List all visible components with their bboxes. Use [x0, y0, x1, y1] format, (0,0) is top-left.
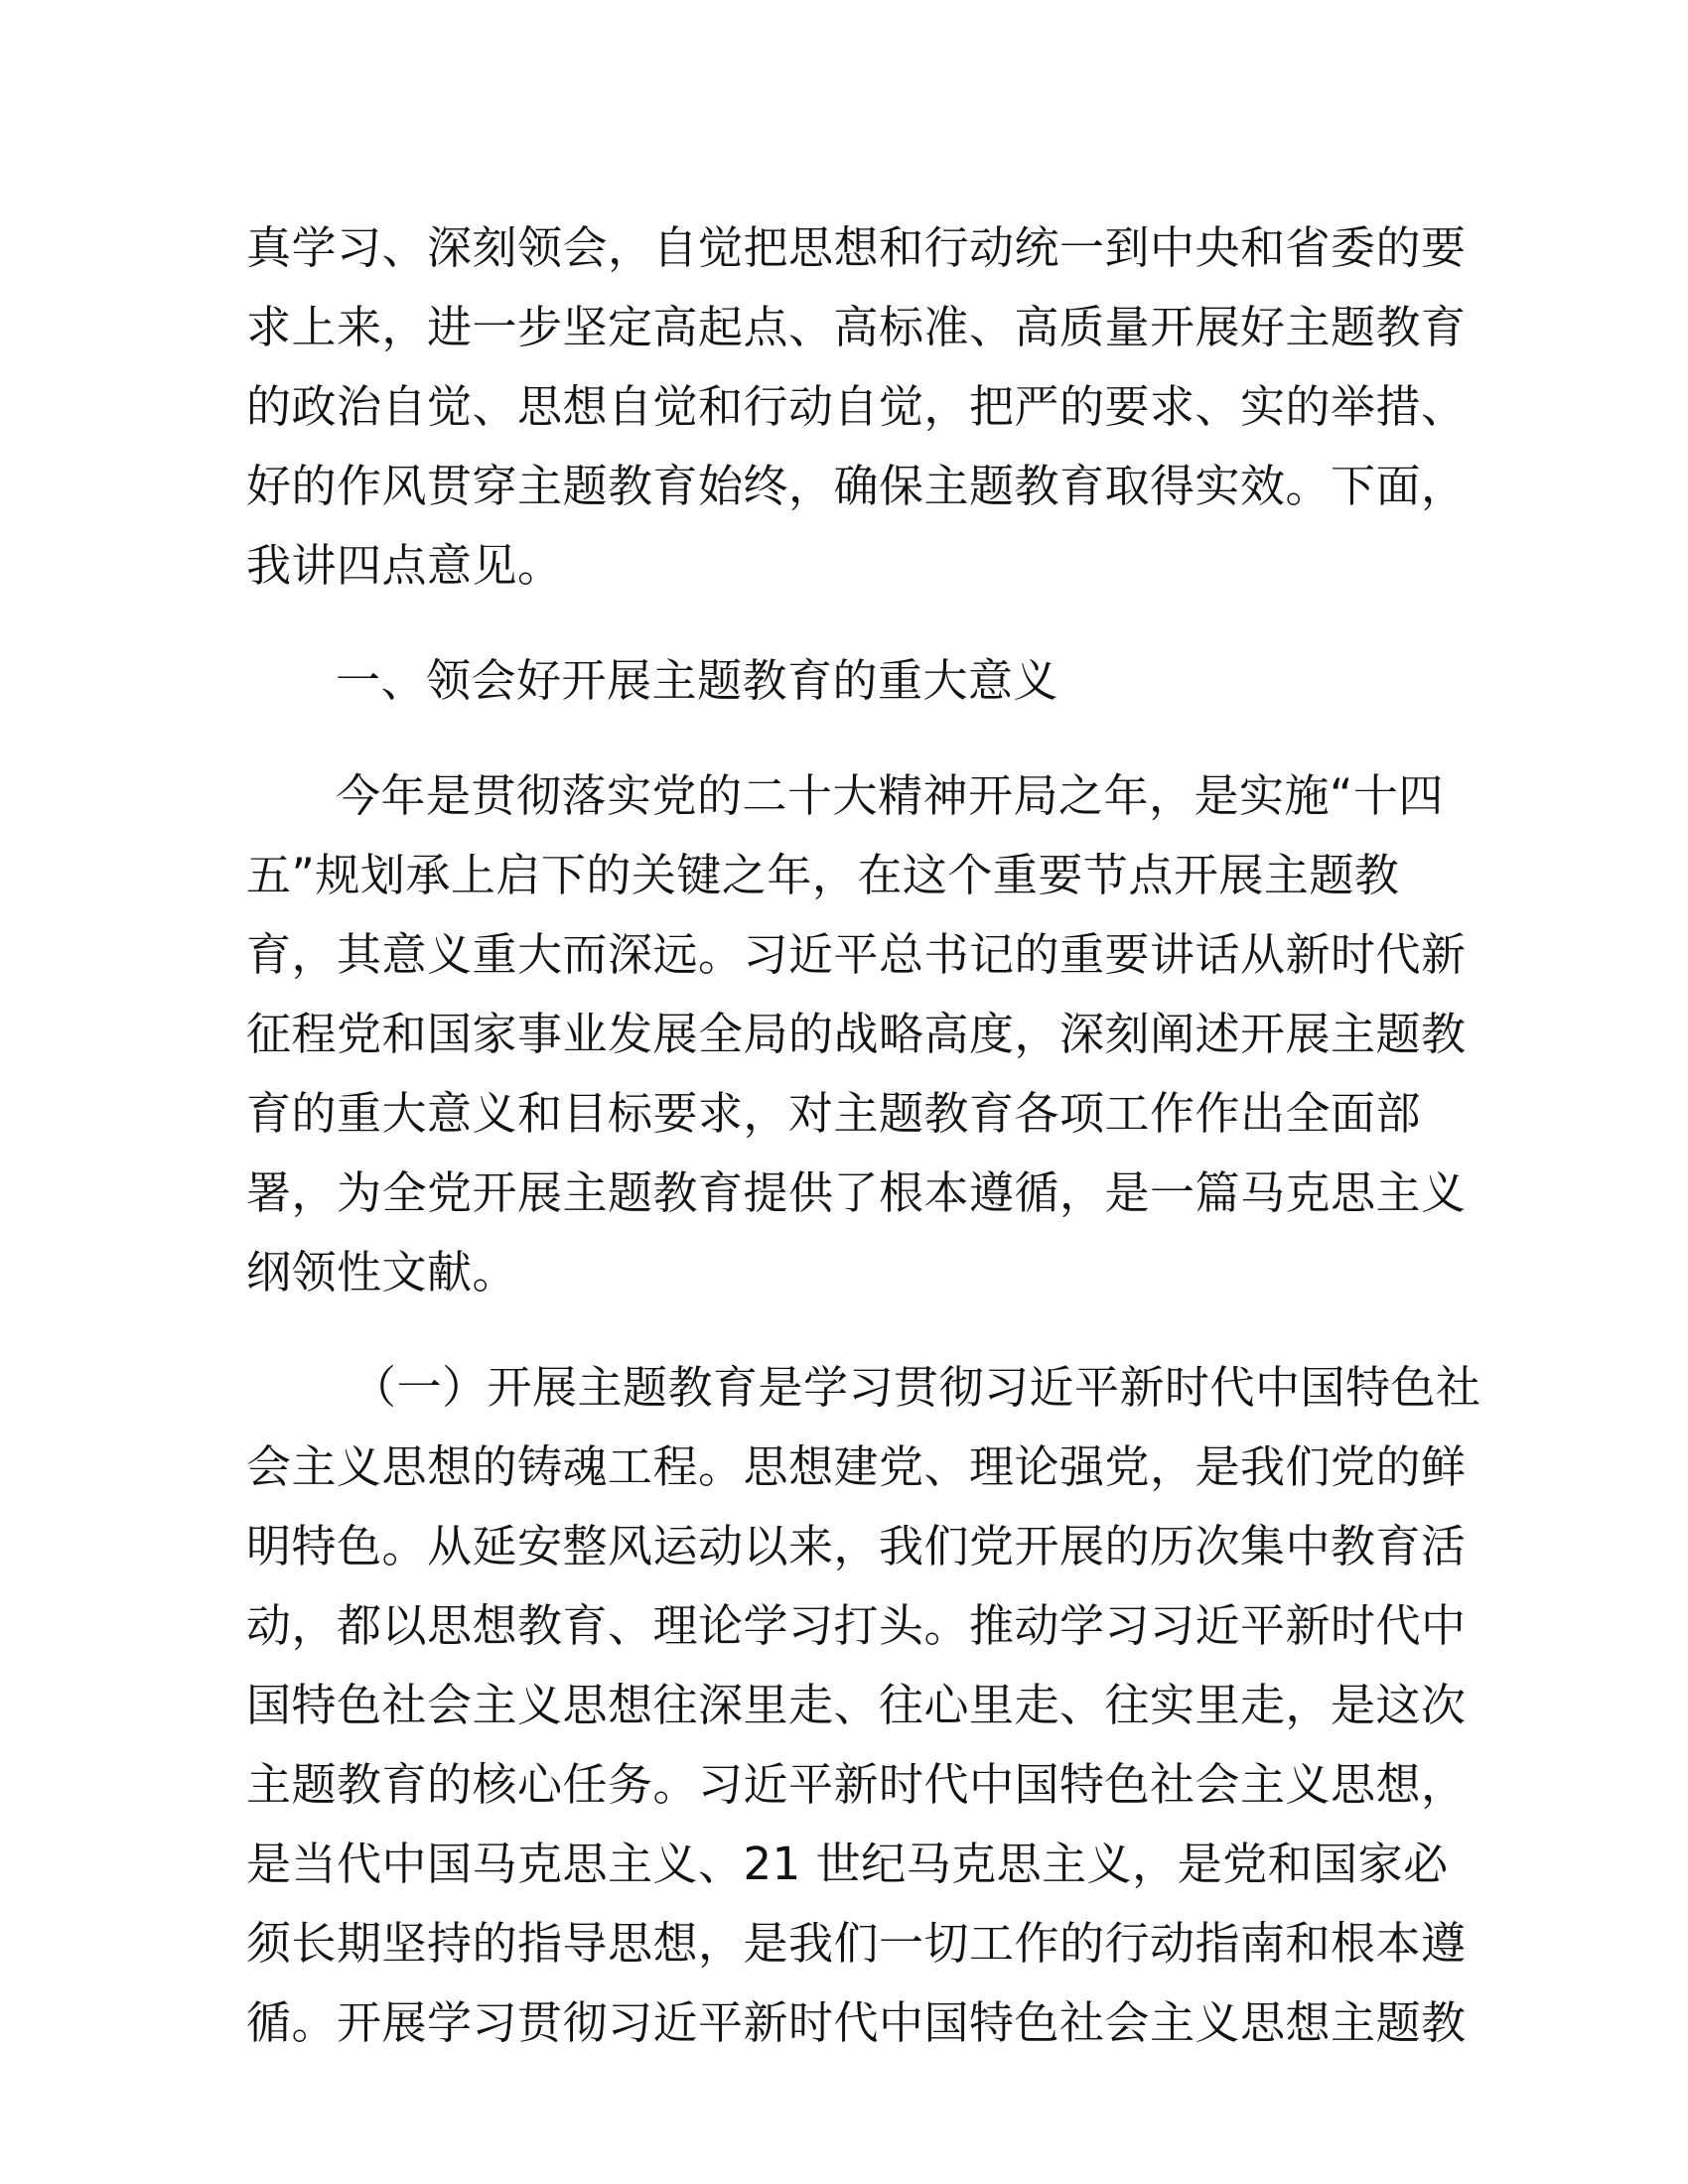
- paragraph-line: 主题教育的核心任务。习近平新时代中国特色社会主义思想，: [246, 1758, 1467, 1811]
- intro-line: 的政治自觉、思想自觉和行动自觉，把严的要求、实的举措、: [246, 380, 1467, 433]
- document-body: [246, 208, 1481, 2063]
- paragraph-line: 国特色社会主义思想往深里走、往心里走、往实里走，是这次: [246, 1679, 1467, 1731]
- paragraph-line: 今年是贯彻落实党的二十大精神开局之年，是实施“十四: [336, 769, 1444, 822]
- paragraph-line: 须长期坚持的指导思想，是我们一切工作的行动指南和根本遵: [246, 1917, 1467, 1970]
- paragraph-line: 署，为全党开展主题教育提供了根本遵循，是一篇马克思主义: [246, 1166, 1467, 1219]
- intro-line: 求上来，进一步坚定高起点、高标准、高质量开展好主题教育: [246, 301, 1467, 353]
- paragraph-line: 征程党和国家事业发展全局的战略高度，深刻阐述开展主题教: [246, 1008, 1467, 1060]
- paragraph-line: 循。开展学习贯彻习近平新时代中国特色社会主义思想主题教: [246, 1996, 1467, 2049]
- paragraph-significance: [246, 756, 1467, 1312]
- intro-line: 我讲四点意见。: [246, 539, 563, 592]
- paragraph-gap: [246, 1312, 1438, 1348]
- paragraph-gap: [246, 606, 1438, 641]
- paragraph-line: 动，都以思想教育、理论学习打头。推动学习习近平新时代中: [246, 1599, 1467, 1652]
- paragraph-point-one: [246, 1348, 1481, 2063]
- paragraph-line: 五”规划承上启下的关键之年，在这个重要节点开展主题教: [246, 849, 1400, 901]
- intro-line: 好的作风贯穿主题教育始终，确保主题教育取得实效。下面，: [246, 460, 1467, 512]
- paragraph-line: 是当代中国马克思主义、21 世纪马克思主义，是党和国家必: [246, 1838, 1449, 1890]
- paragraph-line: 育的重大意义和目标要求，对主题教育各项工作作出全面部: [246, 1087, 1422, 1140]
- paragraph-line: 会主义思想的铸魂工程。思想建党、理论强党，是我们党的鲜: [246, 1440, 1467, 1493]
- intro-paragraph: [246, 208, 1467, 606]
- paragraph-line: 明特色。从延安整风运动以来，我们党开展的历次集中教育活: [246, 1520, 1467, 1572]
- paragraph-line: （一）开展主题教育是学习贯彻习近平新时代中国特色社: [352, 1361, 1481, 1414]
- paragraph-line: 育，其意义重大而深远。习近平总书记的重要讲话从新时代新: [246, 928, 1467, 981]
- section-heading: 一、领会好开展主题教育的重大意义: [336, 654, 1059, 707]
- intro-line: 真学习、深刻领会，自觉把思想和行动统一到中央和省委的要: [246, 221, 1467, 274]
- paragraph-gap: [246, 721, 1438, 756]
- paragraph-line: 纲领性文献。: [246, 1246, 518, 1298]
